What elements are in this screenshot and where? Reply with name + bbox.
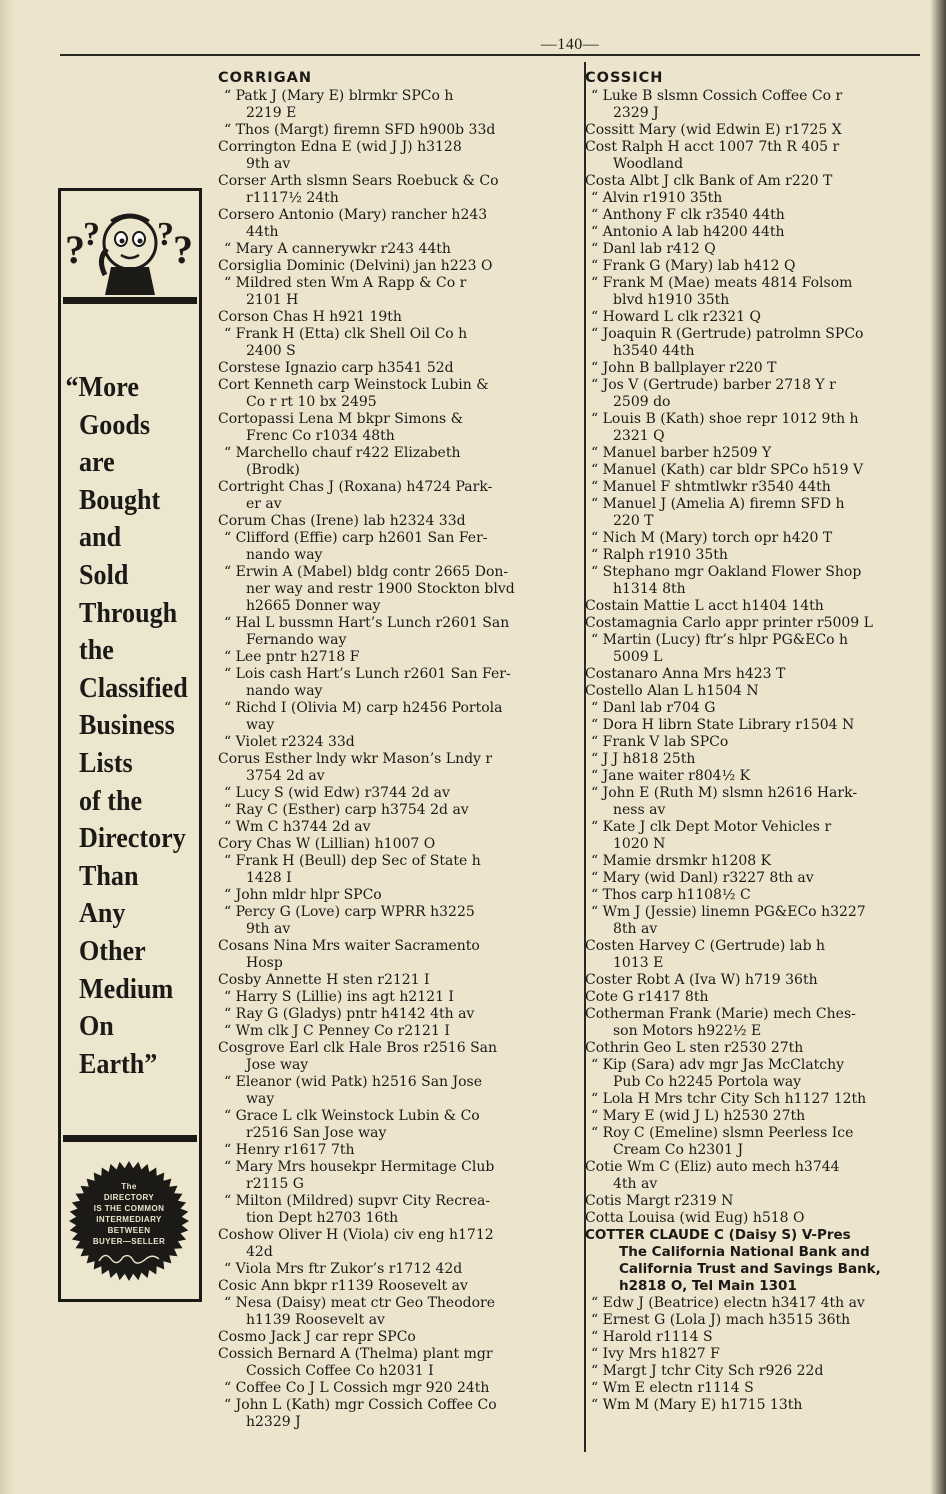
ad-slogan-line: of the [79,784,143,817]
svg-text:?: ? [83,216,100,253]
directory-entry-line: h2665 Donner way [246,598,381,614]
ad-slogan-line: Earth” [79,1047,158,1080]
signature-icon [97,1249,161,1265]
directory-entry-line: Cotherman Frank (Marie) mech Ches- [585,1006,856,1022]
ad-slogan-line: Sold [79,558,129,591]
directory-entry-line: “ Stephano mgr Oakland Flower Shop [591,564,862,580]
directory-entry-line: Fernando way [246,632,347,648]
directory-entry-line: “ Joaquin R (Gertrude) patrolmn SPCo [591,326,864,342]
seal-line: The [121,1182,137,1191]
svg-text:?: ? [173,227,193,272]
directory-entry-line: Cotis Margt r2319 N [585,1193,734,1209]
directory-entry-line: “ Edw J (Beatrice) electn h3417 4th av [591,1295,865,1311]
directory-entry-line: “ Manuel J (Amelia A) firemn SFD h [591,496,845,512]
directory-entry-line: Costen Harvey C (Gertrude) lab h [585,938,826,954]
directory-entry-line: “ Mildred sten Wm A Rapp & Co r [224,275,467,291]
directory-entry-line: “ Ernest G (Lola J) mach h3515 36th [591,1312,851,1328]
directory-entry-line: Cortopassi Lena M bkpr Simons & [218,411,464,427]
directory-entry-line: “ Thos carp h1108½ C [591,887,751,903]
directory-entry-line: r1117½ 24th [246,190,339,206]
directory-entry-line: “ Ralph r1910 35th [591,547,728,563]
column-heading: CORRIGAN [218,70,312,86]
directory-entry-line: “ Mary (wid Danl) r3227 8th av [591,870,814,886]
ad-slogan-line: On [79,1010,114,1043]
directory-entry-line: nando way [246,547,323,563]
directory-entry-line: “ Ray C (Esther) carp h3754 2d av [224,802,469,818]
directory-entry-line: 220 T [613,513,654,529]
directory-entry-line: “ Percy G (Love) carp WPRR h3225 [224,904,475,920]
directory-entry-line: “ Mary A cannerywkr r243 44th [224,241,451,257]
directory-entry-line: 9th av [246,156,291,172]
seal-line: DIRECTORY [103,1193,155,1202]
page-number: —140— [540,36,600,53]
ad-bottom-bar [63,1135,197,1142]
ad-slogan [61,369,199,1083]
directory-entry-line: h1314 8th [613,581,686,597]
directory-entry-line: “ Manuel barber h2509 Y [591,445,772,461]
seal-line: BUYER—SELLER [92,1237,166,1246]
directory-entry-line: “ Kip (Sara) adv mgr Jas McClatchy [591,1057,845,1073]
directory-entry-line: “ Violet r2324 33d [224,734,355,750]
directory-entry-line: way [246,717,275,733]
directory-entry-line: “ Nich M (Mary) torch opr h420 T [591,530,833,546]
directory-entry-line: Corsero Antonio (Mary) rancher h243 [218,207,488,223]
header-rule [60,54,920,56]
directory-entry-line: “ Jane waiter r804½ K [591,768,751,784]
directory-entry-line: “ Antonio A lab h4200 44th [591,224,785,240]
directory-entry-line: “ Manuel F shtmtlwkr r3540 44th [591,479,831,495]
directory-entry-line: “ Lola H Mrs tchr City Sch h1127 12th [591,1091,867,1107]
directory-entry-line: “ Grace L clk Weinstock Lubin & Co [224,1108,480,1124]
directory-entry-line: “ Wm clk J C Penney Co r2121 I [224,1023,450,1039]
directory-entry-line: “ Henry r1617 7th [224,1142,355,1158]
directory-entry-line: “ Erwin A (Mabel) bldg contr 2665 Don- [224,564,509,580]
directory-entry-line: “ Howard L clk r2321 Q [591,309,761,325]
directory-entry-line: er av [246,496,282,512]
directory-entry-line: “ Nesa (Daisy) meat ctr Geo Theodore [224,1295,496,1311]
ad-slogan-line: Than [79,859,139,892]
directory-entry-line: “ John B ballplayer r220 T [591,360,777,376]
directory-entry-line: “ Richd I (Olivia M) carp h2456 Portola [224,700,503,716]
directory-entry-line: Hosp [246,955,283,971]
directory-entry-line: Cothrin Geo L sten r2530 27th [585,1040,804,1056]
seal-line: BETWEEN [107,1226,151,1235]
directory-entry-line: “ Jos V (Gertrude) barber 2718 Y r [591,377,836,393]
directory-entry-line: r2115 G [246,1176,304,1192]
directory-entry-line: 8th av [613,921,658,937]
directory-entry-line: son Motors h922½ E [613,1023,762,1039]
ad-slogan-line: “More [65,371,139,403]
directory-entry-line: “ Lee pntr h2718 F [224,649,360,665]
directory-entry-line: h1139 Roosevelt av [246,1312,385,1328]
directory-entry-line: 1013 E [613,955,664,971]
directory-entry-line: “ Roy C (Emeline) slsmn Peerless Ice [591,1125,854,1141]
directory-entry-line: Cosgrove Earl clk Hale Bros r2516 San [218,1040,498,1056]
directory-entry-line: blvd h1910 35th [613,292,730,308]
directory-entry-line: Corser Arth slsmn Sears Roebuck & Co [218,173,499,189]
seal-line: IS THE COMMON [93,1204,165,1213]
directory-entry-line: “ Lois cash Hart’s Lunch r2601 San Fer- [224,666,511,682]
left-column [218,68,578,1431]
directory-entry-line: “ Martin (Lucy) ftr’s hlpr PG&ECo h [591,632,849,648]
directory-entry-line: 44th [246,224,279,240]
directory-entry-line: 2219 E [246,105,297,121]
ad-slogan-line: are [79,446,115,479]
directory-entry-line: “ Milton (Mildred) supvr City Recrea- [224,1193,491,1209]
directory-entry-line: Coshow Oliver H (Viola) civ eng h1712 [218,1227,494,1243]
directory-entry-line: Cost Ralph H acct 1007 7th R 405 r [585,139,840,155]
directory-entry-line: Co r rt 10 bx 2495 [246,394,377,410]
ad-slogan-line: Bought [79,483,161,516]
directory-entry-line: Corrington Edna E (wid J J) h3128 [218,139,462,155]
directory-entry-line: “ Margt J tchr City Sch r926 22d [591,1363,824,1379]
directory-entry-line: Frenc Co r1034 48th [246,428,395,444]
directory-entry-line: Costanaro Anna Mrs h423 T [585,666,786,682]
directory-entry-line: California Trust and Savings Bank, [619,1261,881,1277]
directory-entry-line: Costello Alan L h1504 N [585,683,759,699]
directory-entry-line: “ Dora H librn State Library r1504 N [591,717,855,733]
directory-entry-line: “ Frank H (Beull) dep Sec of State h [224,853,481,869]
directory-entry-line: Cosans Nina Mrs waiter Sacramento [218,938,480,954]
page-left-edge [0,0,14,1494]
directory-seal [67,1159,191,1283]
directory-entry-line: Cosic Ann bkpr r1139 Roosevelt av [218,1278,468,1294]
directory-entry-line: 1428 I [246,870,292,886]
directory-entry-line: Woodland [613,156,684,172]
directory-entry-line: way [246,1091,275,1107]
directory-entry-line: Pub Co h2245 Portola way [613,1074,802,1090]
directory-entry-line: 2101 H [246,292,299,308]
ad-slogan-line: the [79,634,114,667]
directory-entry-line: “ John L (Kath) mgr Cossich Coffee Co [224,1397,497,1413]
directory-entry-line: h2818 O, Tel Main 1301 [619,1278,797,1294]
directory-entry-line: “ Danl lab r704 G [591,700,716,716]
directory-entry-line: “ Patk J (Mary E) blrmkr SPCo h [224,88,454,104]
directory-entry-line: Corsiglia Dominic (Delvini) jan h223 O [218,258,493,274]
directory-entry-line: 2329 J [613,105,659,121]
seal-line: INTERMEDIARY [96,1215,162,1224]
directory-entry-line: Cosby Annette H sten r2121 I [218,972,430,988]
directory-entry-line: “ Marchello chauf r422 Elizabeth [224,445,461,461]
directory-entry-line: 1020 N [613,836,666,852]
directory-entry-line: “ Wm E electn r1114 S [591,1380,754,1396]
directory-entry-line: Corum Chas (Irene) lab h2324 33d [218,513,466,529]
directory-entry-line: “ Ivy Mrs h1827 F [591,1346,720,1362]
directory-entry-line: 2509 do [613,394,671,410]
svg-text:?: ? [157,216,174,253]
directory-entry-line: “ Eleanor (wid Patk) h2516 San Jose [224,1074,483,1090]
directory-entry-line: 2321 Q [613,428,665,444]
directory-entry-line: “ Clifford (Effie) carp h2601 San Fer- [224,530,488,546]
directory-entry-line: nando way [246,683,323,699]
directory-entry-line: “ Harold r1114 S [591,1329,713,1345]
ad-slogan-line: Any [79,897,126,930]
directory-entry-line: Corson Chas H h921 19th [218,309,402,325]
directory-entry-line: 42d [246,1244,273,1260]
directory-entry-line: Costain Mattie L acct h1404 14th [585,598,824,614]
directory-entry-line: 2400 S [246,343,296,359]
directory-entry-line: h3540 44th [613,343,695,359]
directory-entry-line: ner way and restr 1900 Stockton blvd [246,581,515,597]
directory-advertisement [58,188,202,1302]
directory-entry-line: Cortright Chas J (Roxana) h4724 Park- [218,479,493,495]
directory-entry-line: The California National Bank and [619,1244,870,1260]
directory-entry-line: “ J J h818 25th [591,751,696,767]
directory-entry-line: Costa Albt J clk Bank of Am r220 T [585,173,833,189]
left-entries [218,88,578,1431]
directory-entry-line: 4th av [613,1176,658,1192]
directory-entry-line: Cote G r1417 8th [585,989,709,1005]
directory-entry-line: “ John mldr hlpr SPCo [224,887,382,903]
directory-entry-line: Cream Co h2301 J [613,1142,744,1158]
directory-entry-line: “ Mamie drsmkr h1208 K [591,853,772,869]
directory-entry-line: “ Frank H (Etta) clk Shell Oil Co h [224,326,468,342]
ad-slogan-line: Medium [79,972,174,1005]
directory-entry-line: h2329 J [246,1414,301,1430]
directory-entry-line: “ Frank G (Mary) lab h412 Q [591,258,796,274]
directory-entry-line: “ Kate J clk Dept Motor Vehicles r [591,819,832,835]
directory-entry-line: “ Hal L bussmn Hart’s Lunch r2601 San [224,615,510,631]
directory-entry-line: “ Manuel (Kath) car bldr SPCo h519 V [591,462,864,478]
directory-entry-line: Costamagnia Carlo appr printer r5009 L [585,615,873,631]
directory-entry-line: “ Wm J (Jessie) linemn PG&ECo h3227 [591,904,866,920]
directory-entry-line: “ Danl lab r412 Q [591,241,716,257]
directory-entry-line: “ Wm C h3744 2d av [224,819,371,835]
directory-entry-line: Cort Kenneth carp Weinstock Lubin & [218,377,489,393]
directory-entry-line: “ Alvin r1910 35th [591,190,723,206]
directory-entry-line: “ Lucy S (wid Edw) r3744 2d av [224,785,450,801]
ad-slogan-line: Goods [79,408,151,441]
directory-entry-line: “ Coffee Co J L Cossich mgr 920 24th [224,1380,490,1396]
directory-entry-line: 5009 L [613,649,663,665]
directory-entry-line: “ Ray G (Gladys) pntr h4142 4th av [224,1006,475,1022]
question-mark-mascot-icon [61,197,199,307]
ad-slogan-line: Other [79,934,146,967]
right-column [585,68,933,1414]
ad-slogan-line: Business [79,709,175,742]
directory-entry-line: “ John E (Ruth M) slsmn h2616 Hark- [591,785,858,801]
svg-text:?: ? [65,227,85,272]
directory-entry-line: “ Thos (Margt) firemn SFD h900b 33d [224,122,496,138]
directory-entry-line: Corus Esther lndy wkr Mason’s Lndy r [218,751,493,767]
right-entries [585,88,933,1414]
directory-entry-line: “ Frank M (Mae) meats 4814 Folsom [591,275,853,291]
directory-entry-line: “ Louis B (Kath) shoe repr 1012 9th h [591,411,859,427]
directory-entry-line: Cossich Bernard A (Thelma) plant mgr [218,1346,493,1362]
directory-entry-line: Jose way [246,1057,309,1073]
ad-slogan-line: Lists [79,746,133,779]
directory-entry-line: Cossich Coffee Co h2031 I [246,1363,434,1379]
directory-entry-line: Cossitt Mary (wid Edwin E) r1725 X [585,122,842,138]
column-heading: COSSICH [585,70,664,86]
ad-slogan-line: and [79,521,122,554]
directory-entry-line: r2516 San Jose way [246,1125,387,1141]
directory-entry-line: COTTER CLAUDE C (Daisy S) V-Pres [585,1227,851,1243]
ad-slogan-line: Through [79,596,178,629]
directory-entry-line: (Brodk) [246,462,300,478]
directory-entry-line: “ Luke B slsmn Cossich Coffee Co r [591,88,843,104]
directory-entry-line: Cosmo Jack J car repr SPCo [218,1329,416,1345]
directory-entry-line: Corstese Ignazio carp h3541 52d [218,360,454,376]
directory-entry-line: “ Harry S (Lillie) ins agt h2121 I [224,989,454,1005]
directory-entry-line: “ Mary Mrs housekpr Hermitage Club [224,1159,495,1175]
directory-entry-line: “ Viola Mrs ftr Zukor’s r1712 42d [224,1261,463,1277]
directory-entry-line: Cotie Wm C (Eliz) auto mech h3744 [585,1159,840,1175]
directory-entry-line: tion Dept h2703 16th [246,1210,399,1226]
ad-top-bar [63,297,197,304]
directory-entry-line: 3754 2d av [246,768,325,784]
directory-entry-line: “ Mary E (wid J L) h2530 27th [591,1108,806,1124]
directory-entry-line: “ Frank V lab SPCo [591,734,729,750]
ad-slogan-line: Directory [79,822,186,855]
ad-slogan-line: Classified [79,671,188,704]
directory-entry-line: Cory Chas W (Lillian) h1007 O [218,836,436,852]
seal-text [85,1181,173,1247]
directory-entry-line: Cotta Louisa (wid Eug) h518 O [585,1210,805,1226]
directory-entry-line: 9th av [246,921,291,937]
directory-entry-line: “ Anthony F clk r3540 44th [591,207,785,223]
directory-entry-line: Coster Robt A (Iva W) h719 36th [585,972,818,988]
directory-entry-line: ness av [613,802,666,818]
directory-entry-line: “ Wm M (Mary E) h1715 13th [591,1397,803,1413]
